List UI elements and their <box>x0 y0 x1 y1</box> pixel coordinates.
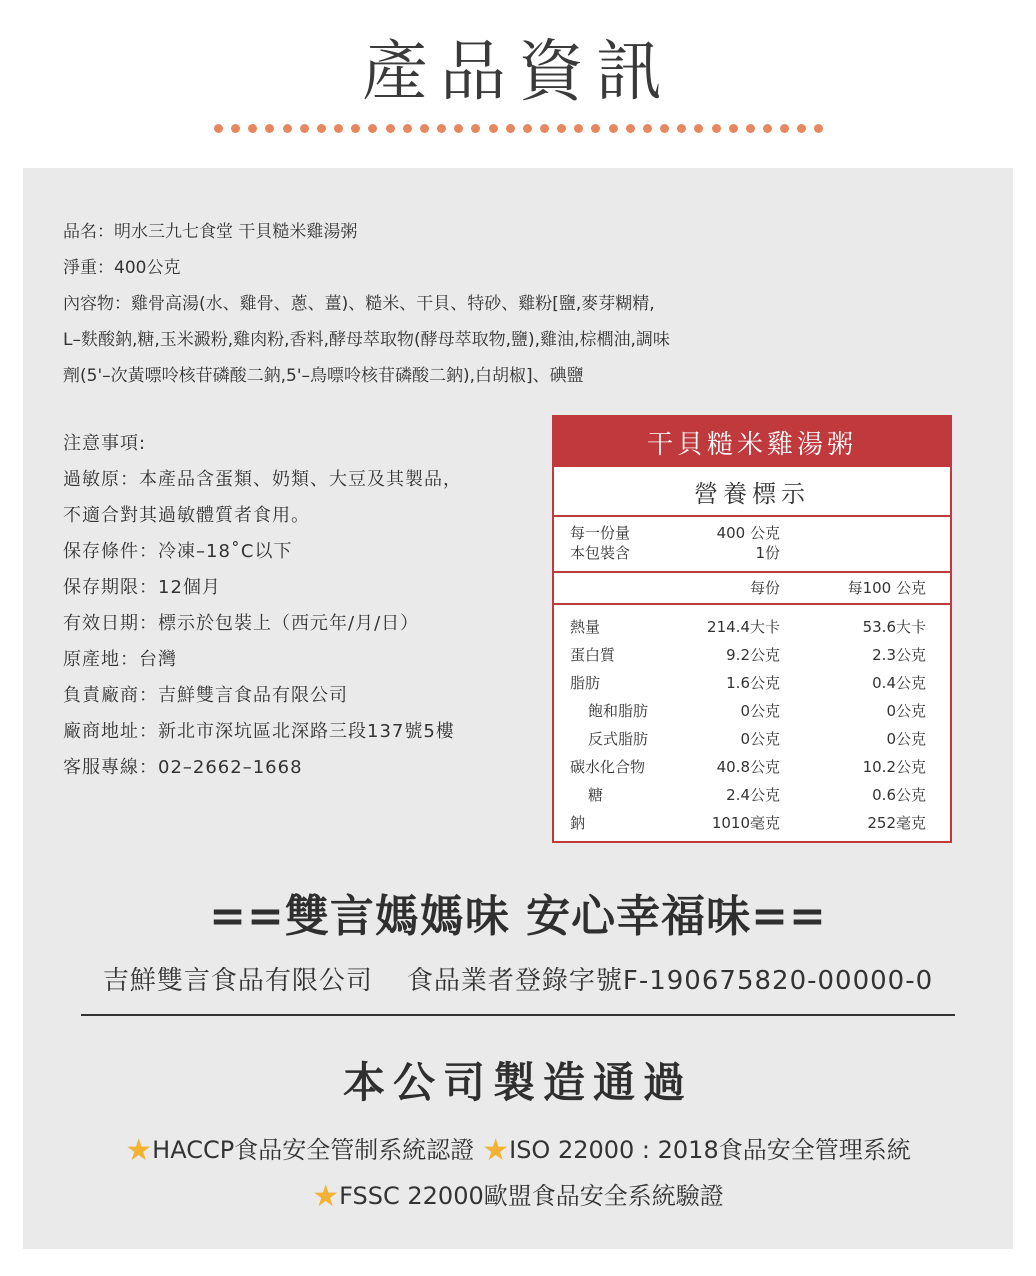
per-100g-value: 0公克 <box>886 702 926 720</box>
servings-value: 1份 <box>755 544 780 562</box>
divider-dot <box>420 124 429 133</box>
divider-dot <box>403 124 412 133</box>
manufacturer: 負責廠商：吉鮮雙言食品有限公司 <box>63 685 348 706</box>
per-serving-value: 214.4大卡 <box>707 618 780 636</box>
dotted-divider <box>214 122 824 134</box>
divider-dot <box>489 124 498 133</box>
divider-dot <box>797 124 806 133</box>
nutrient-name: 碳水化合物 <box>570 758 646 776</box>
nutrition-row <box>554 781 950 809</box>
product-info <box>63 214 823 394</box>
allergen-line-2: 不適合對其過敏體質者食用。 <box>63 505 310 526</box>
divider-dot <box>471 124 480 133</box>
cert-fssc: FSSC 22000歐盟食品安全系統驗證 <box>339 1182 724 1210</box>
address: 廠商地址：新北市深坑區北深路三段137號5樓 <box>63 721 455 742</box>
star-icon: ★ <box>482 1133 510 1168</box>
registration-number: 食品業者登錄字號F-190675820-00000-0 <box>406 966 934 996</box>
net-weight: 淨重：400公克 <box>63 258 181 278</box>
nutrient-name: 蛋白質 <box>570 646 616 664</box>
info-panel <box>23 168 1013 1249</box>
company-name: 吉鮮雙言食品有限公司 <box>102 966 373 996</box>
product-name: 品名：明水三九七食堂 干貝糙米雞湯粥 <box>63 222 358 242</box>
notes-section <box>63 426 523 786</box>
nutrition-product-title: 干貝糙米雞湯粥 <box>554 417 950 467</box>
per-serving-value: 40.8公克 <box>716 758 780 776</box>
per-100g-value: 53.6大卡 <box>862 618 926 636</box>
col-per-100g: 每100 公克 <box>847 579 926 597</box>
nutrient-name: 飽和脂肪 <box>588 702 649 720</box>
hotline: 客服專線：02–2662–1668 <box>63 757 303 778</box>
star-icon: ★ <box>312 1179 340 1214</box>
servings-row <box>570 543 780 563</box>
nutrient-name: 鈉 <box>570 814 586 832</box>
nutrition-subtitle: 營養標示 <box>554 467 950 517</box>
divider-dot <box>746 124 755 133</box>
divider-dot <box>265 124 274 133</box>
origin: 原產地：台灣 <box>63 649 177 670</box>
storage-condition: 保存條件：冷凍–18˚C以下 <box>63 541 293 562</box>
divider-dot <box>506 124 515 133</box>
divider-dot <box>643 124 652 133</box>
per-serving-value: 9.2公克 <box>726 646 780 664</box>
per-serving-value: 2.4公克 <box>726 786 780 804</box>
nutrition-rows <box>554 605 950 837</box>
divider-dot <box>677 124 686 133</box>
per-serving-value: 1010毫克 <box>711 814 780 832</box>
per-100g-value: 0.6公克 <box>872 786 926 804</box>
allergen-line-1: 過敏原：本產品含蛋類、奶類、大豆及其製品， <box>63 469 462 490</box>
divider-line <box>81 1014 955 1016</box>
divider-dot <box>780 124 789 133</box>
notes-heading: 注意事項: <box>63 433 147 454</box>
cert-iso: ISO 22000 : 2018食品安全管理系統 <box>509 1136 911 1164</box>
divider-dot <box>454 124 463 133</box>
nutrient-name: 糖 <box>588 786 604 804</box>
nutrition-column-headers <box>554 573 950 605</box>
nutrition-row <box>554 697 950 725</box>
col-per-serving: 每份 <box>749 579 780 597</box>
per-100g-value: 2.3公克 <box>872 646 926 664</box>
divider-dot <box>660 124 669 133</box>
ingredients-line-2: L–麩酸鈉,糖,玉米澱粉,雞肉粉,香料,酵母萃取物(酵母萃取物,鹽),雞油,棕櫚油,調味 <box>63 330 670 350</box>
divider-dot <box>283 124 292 133</box>
divider-dot <box>574 124 583 133</box>
divider-dot <box>231 124 240 133</box>
per-serving-value: 0公克 <box>740 730 780 748</box>
nutrition-row <box>554 641 950 669</box>
divider-dot <box>694 124 703 133</box>
nutrition-row <box>554 669 950 697</box>
divider-dot <box>591 124 600 133</box>
divider-dot <box>317 124 326 133</box>
per-100g-value: 0公克 <box>886 730 926 748</box>
ingredients-line-1: 內容物：雞骨高湯(水、雞骨、蔥、薑)、糙米、干貝、特砂、雞粉[鹽,麥芽糊精, <box>63 294 655 314</box>
divider-dot <box>729 124 738 133</box>
divider-dot <box>540 124 549 133</box>
certification-title: 本公司製造通過 <box>342 1058 693 1107</box>
company-line <box>23 960 1013 997</box>
divider-dot <box>368 124 377 133</box>
ingredients-line-3: 劑(5'–次黃嘌呤核苷磷酸二鈉,5'–鳥嘌呤核苷磷酸二鈉),白胡椒]、碘鹽 <box>63 366 584 386</box>
nutrition-table <box>552 415 952 843</box>
serving-info <box>554 517 950 573</box>
divider-dot <box>609 124 618 133</box>
per-serving-value: 0公克 <box>740 702 780 720</box>
nutrient-name: 脂肪 <box>570 674 601 692</box>
divider-dot <box>523 124 532 133</box>
per-100g-value: 0.4公克 <box>872 674 926 692</box>
nutrient-name: 反式脂肪 <box>588 730 649 748</box>
nutrient-name: 熱量 <box>570 618 601 636</box>
nutrition-row <box>554 725 950 753</box>
nutrition-row <box>554 753 950 781</box>
per-100g-value: 10.2公克 <box>862 758 926 776</box>
divider-dot <box>437 124 446 133</box>
slogan: ==雙言媽媽味 安心幸福味== <box>209 891 827 942</box>
cert-haccp: HACCP食品安全管制系統認證 <box>152 1136 475 1164</box>
per-100g-value: 252毫克 <box>867 814 926 832</box>
divider-dot <box>814 124 823 133</box>
shelf-life: 保存期限：12個月 <box>63 577 221 598</box>
divider-dot <box>300 124 309 133</box>
page-title: 產品資訊 <box>362 33 674 110</box>
divider-dot <box>386 124 395 133</box>
servings-label: 本包裝含 <box>570 544 631 562</box>
nutrition-row <box>554 809 950 837</box>
per-serving-value: 1.6公克 <box>726 674 780 692</box>
serving-size-value: 400 公克 <box>716 524 780 542</box>
serving-size-row <box>570 523 780 543</box>
serving-size-label: 每一份量 <box>570 524 631 542</box>
expiry-date: 有效日期：標示於包裝上（西元年/月/日） <box>63 613 420 634</box>
divider-dot <box>214 124 223 133</box>
certification-line-1 <box>23 1130 1013 1168</box>
divider-dot <box>712 124 721 133</box>
divider-dot <box>557 124 566 133</box>
divider-dot <box>248 124 257 133</box>
divider-dot <box>763 124 772 133</box>
divider-dot <box>626 124 635 133</box>
nutrition-row <box>554 613 950 641</box>
certification-line-2 <box>23 1176 1013 1214</box>
divider-dot <box>334 124 343 133</box>
divider-dot <box>351 124 360 133</box>
star-icon: ★ <box>125 1133 153 1168</box>
